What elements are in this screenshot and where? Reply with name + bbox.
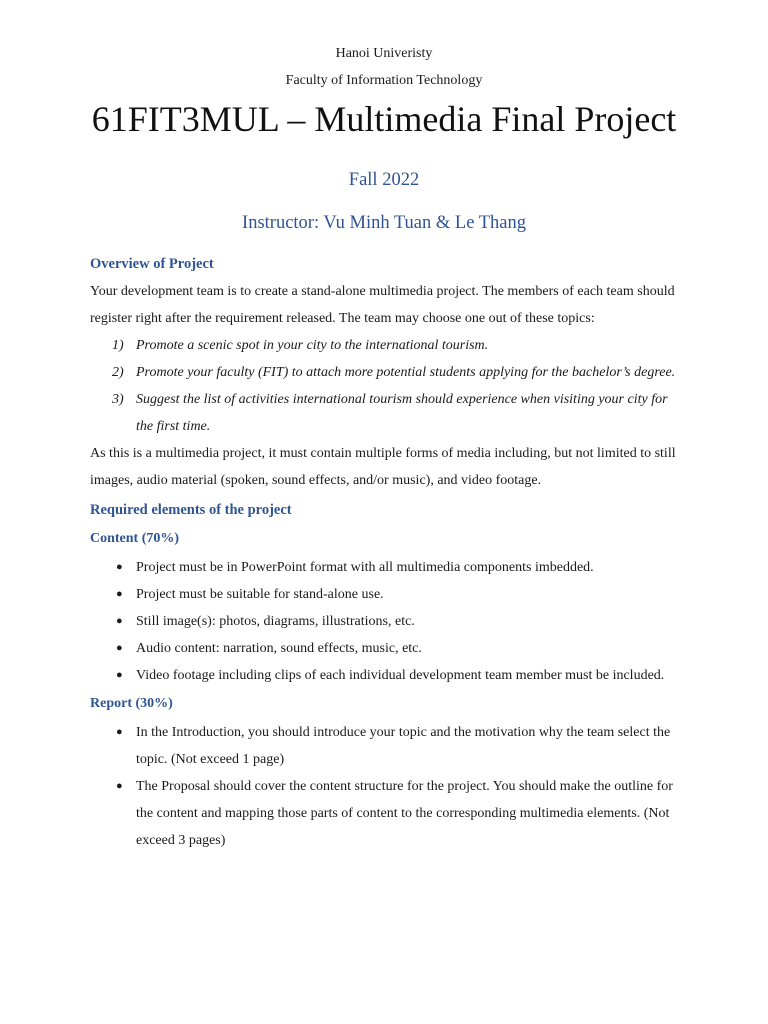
topic-item (112, 332, 678, 359)
bullet-icon: ● (116, 642, 123, 654)
overview-heading: Overview of Project (90, 256, 214, 272)
list-item (116, 773, 678, 854)
report-list (90, 719, 678, 854)
bullet-icon: ● (116, 588, 123, 600)
list-item-text: The Proposal should cover the content structure for the project. You should make the outline for the content and mapping those parts of content to the corresponding multimedia elements. (Not exceed 3 pages) (136, 779, 673, 848)
list-item (116, 581, 678, 608)
topic-text: Promote your faculty (FIT) to attach more potential students applying for the bachelor’s degree. (136, 365, 676, 380)
content-heading: Content (70%) (90, 531, 180, 546)
university-name: Hanoi Univeristy (335, 46, 433, 61)
list-item (116, 554, 678, 581)
list-item-text: Still image(s): photos, diagrams, illustrations, etc. (136, 614, 415, 629)
topic-item (112, 359, 678, 386)
topic-number: 1) (112, 338, 124, 353)
list-item-text: Project must be suitable for stand-alone use. (136, 587, 384, 602)
list-item (116, 719, 678, 773)
topic-item (112, 386, 678, 440)
list-item-text: Video footage including clips of each individual development team member must be included. (136, 668, 665, 683)
bullet-icon: ● (116, 615, 123, 627)
list-item-text: Audio content: narration, sound effects, music, etc. (136, 641, 422, 656)
bullet-icon: ● (116, 726, 123, 738)
required-heading: Required elements of the project (90, 502, 292, 518)
bullet-icon: ● (116, 669, 123, 681)
topics-list (90, 332, 678, 440)
bullet-icon: ● (116, 561, 123, 573)
topic-text: Promote a scenic spot in your city to the international tourism. (136, 338, 489, 353)
bullet-icon: ● (116, 780, 123, 792)
faculty-name: Faculty of Information Technology (285, 73, 483, 88)
instructor-heading: Instructor: Vu Minh Tuan & Le Thang (242, 213, 526, 233)
list-item (116, 662, 678, 689)
list-item-text: Project must be in PowerPoint format with all multimedia components imbedded. (136, 560, 594, 575)
list-item-text: In the Introduction, you should introduce your topic and the motivation why the team select the topic. (Not exceed 1 page) (136, 725, 671, 767)
overview-intro: Your development team is to create a stand-alone multimedia project. The members of each team should register right after the requirement released. The team may choose one out of these topics: (90, 284, 675, 326)
topic-number: 2) (112, 365, 124, 380)
overview-closing: As this is a multimedia project, it must contain multiple forms of media including, but not limited to still images, audio material (spoken, sound effects, and/or music), and video footage. (90, 446, 676, 488)
document-body (90, 250, 678, 854)
list-item (116, 608, 678, 635)
list-item (116, 635, 678, 662)
topic-number: 3) (112, 392, 124, 407)
content-list (90, 554, 678, 689)
document-title: 61FIT3MUL – Multimedia Final Project (91, 99, 677, 139)
term-heading: Fall 2022 (348, 170, 420, 190)
topic-text: Suggest the list of activities international tourism should experience when visiting your city for the first time. (136, 392, 668, 434)
report-heading: Report (30%) (90, 696, 173, 711)
